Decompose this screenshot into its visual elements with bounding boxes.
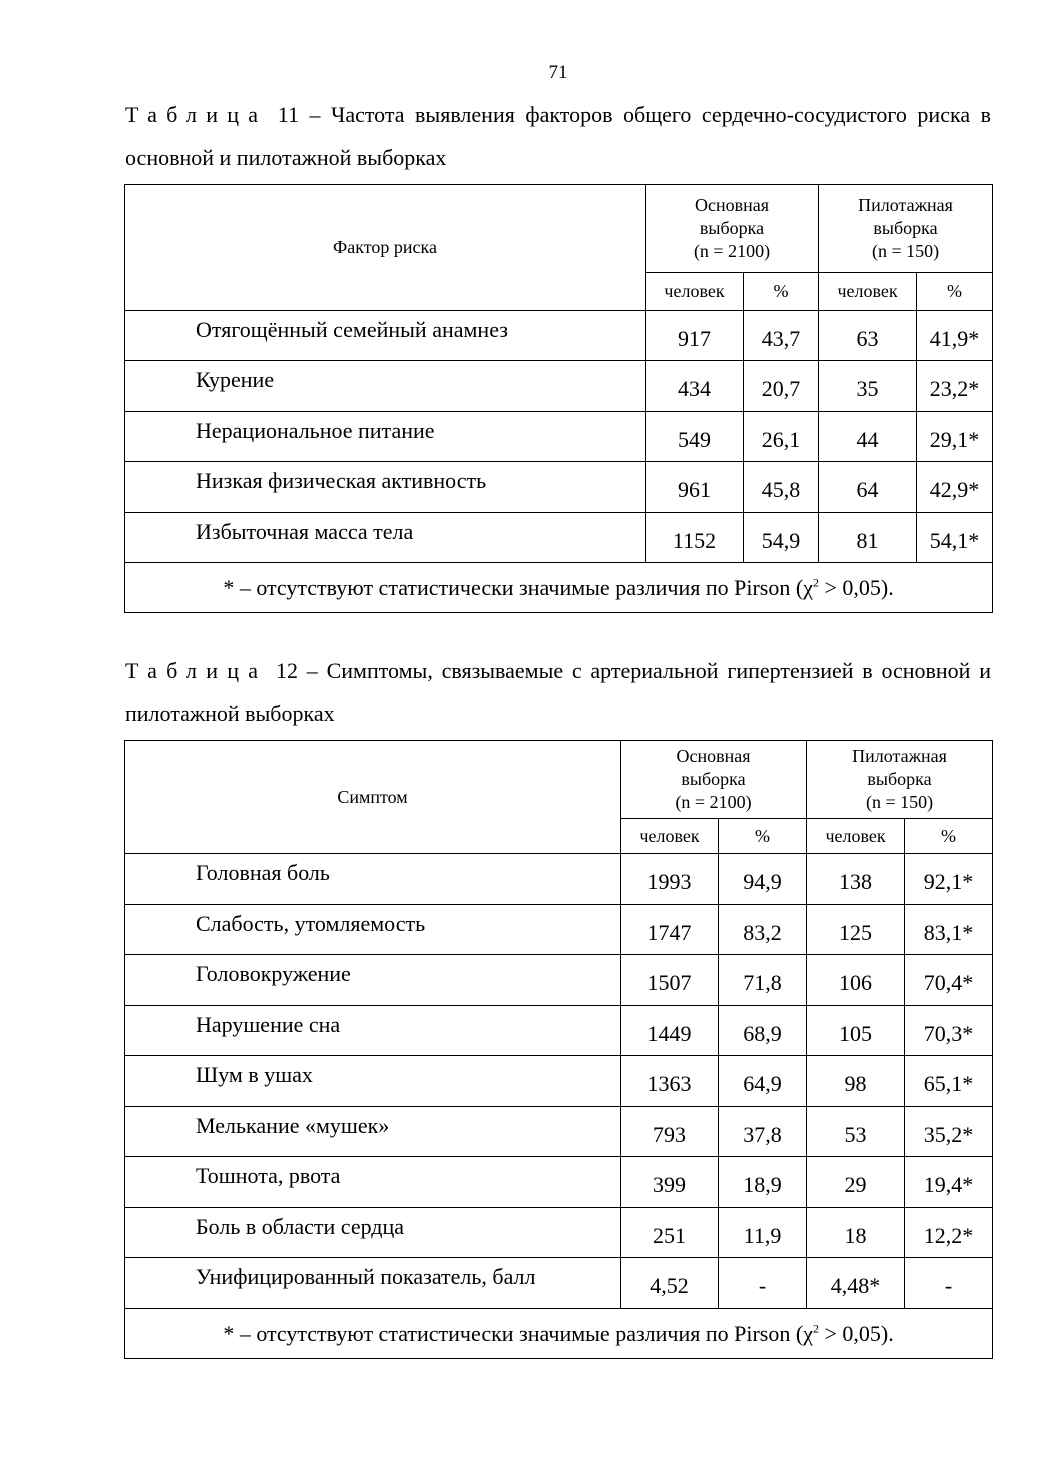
cell-pilot-count: 29 (807, 1157, 905, 1208)
cell-pilot-count: 18 (807, 1208, 905, 1258)
table-row (125, 462, 993, 513)
row-name: Слабость, утомляемость (125, 905, 621, 955)
table-11 (124, 184, 993, 613)
table-12-footnote (125, 1309, 993, 1359)
footnote-text: * – отсутствуют статистически значимые различия по Pirson (χ (223, 1320, 813, 1346)
row-name: Шум в ушах (125, 1056, 621, 1107)
header-pilot-sample-line2: выборка (867, 769, 932, 789)
header-people: человек (621, 819, 719, 854)
header-main-sample-line3: (n = 2100) (675, 792, 752, 812)
row-name: Мелькание «мушек» (125, 1107, 621, 1157)
table-12-caption-lead: Таблица (125, 658, 268, 683)
cell-pilot-percent: 23,2* (917, 361, 993, 412)
table-row (125, 1006, 993, 1056)
cell-pilot-count: 125 (807, 905, 905, 955)
table-row (125, 1208, 993, 1258)
cell-pilot-count: 63 (819, 311, 917, 361)
header-main-sample-line2: выборка (681, 769, 746, 789)
cell-main-count: 4,52 (621, 1258, 719, 1309)
cell-main-count: 1152 (646, 513, 744, 563)
table-11-caption-text: 11 – Частота выявления факторов общего сердечно-сосудистого риска в основной и пилотажной выборках (125, 102, 991, 170)
cell-main-count: 549 (646, 412, 744, 462)
footnote-tail: > 0,05). (818, 574, 894, 600)
cell-main-percent: 11,9 (719, 1208, 807, 1258)
table-row (125, 1056, 993, 1107)
row-name: Низкая физическая активность (125, 462, 646, 513)
header-percent: % (917, 273, 993, 311)
row-name: Унифицированный показатель, балл (125, 1258, 621, 1309)
cell-pilot-percent: 54,1* (917, 513, 993, 563)
table-row (125, 1107, 993, 1157)
cell-main-count: 1507 (621, 955, 719, 1006)
header-percent: % (744, 273, 819, 311)
header-percent: % (905, 819, 993, 854)
footnote-tail: > 0,05). (818, 1320, 894, 1346)
cell-main-count: 793 (621, 1107, 719, 1157)
header-main-sample-line1: Основная (694, 195, 770, 215)
table-row (125, 1157, 993, 1208)
cell-pilot-percent: 12,2* (905, 1208, 993, 1258)
header-factor: Фактор риска (125, 185, 646, 311)
cell-main-percent: 45,8 (744, 462, 819, 513)
header-pilot-sample-line3: (n = 150) (871, 241, 940, 261)
cell-pilot-count: 35 (819, 361, 917, 412)
cell-pilot-percent: 70,4* (905, 955, 993, 1006)
cell-main-percent: 94,9 (719, 854, 807, 905)
cell-main-count: 917 (646, 311, 744, 361)
header-people: человек (807, 819, 905, 854)
cell-pilot-percent: 42,9* (917, 462, 993, 513)
cell-pilot-count: 105 (807, 1006, 905, 1056)
row-name: Отягощённый семейный анамнез (125, 311, 646, 361)
cell-main-percent: 37,8 (719, 1107, 807, 1157)
cell-pilot-percent: - (905, 1258, 993, 1309)
cell-main-count: 434 (646, 361, 744, 412)
table-row (125, 412, 993, 462)
cell-main-percent: 68,9 (719, 1006, 807, 1056)
cell-main-percent: 26,1 (744, 412, 819, 462)
cell-pilot-percent: 70,3* (905, 1006, 993, 1056)
table-12 (124, 740, 993, 1359)
row-name: Боль в области сердца (125, 1208, 621, 1258)
cell-main-percent: 20,7 (744, 361, 819, 412)
table-row (125, 513, 993, 563)
header-people: человек (646, 273, 744, 311)
cell-main-count: 399 (621, 1157, 719, 1208)
cell-main-count: 1993 (621, 854, 719, 905)
table-row (125, 905, 993, 955)
header-main-sample-line2: выборка (699, 218, 765, 238)
row-name: Курение (125, 361, 646, 412)
footnote-superscript: 2 (812, 575, 819, 590)
table-row (125, 955, 993, 1006)
table-row (125, 361, 993, 412)
cell-pilot-count: 98 (807, 1056, 905, 1107)
cell-main-count: 1747 (621, 905, 719, 955)
cell-pilot-percent: 65,1* (905, 1056, 993, 1107)
cell-pilot-percent: 19,4* (905, 1157, 993, 1208)
cell-main-count: 251 (621, 1208, 719, 1258)
cell-main-percent: 54,9 (744, 513, 819, 563)
row-name: Головокружение (125, 955, 621, 1006)
cell-pilot-percent: 35,2* (905, 1107, 993, 1157)
table-row (125, 311, 993, 361)
table-row (125, 854, 993, 905)
footnote-superscript: 2 (812, 1321, 819, 1336)
table-row (125, 1258, 993, 1309)
row-name: Головная боль (125, 854, 621, 905)
header-pilot-sample-line3: (n = 150) (865, 792, 934, 812)
header-symptom: Симптом (125, 741, 621, 854)
footnote-text: * – отсутствуют статистически значимые различия по Pirson (χ (223, 574, 813, 600)
header-pilot-sample (819, 185, 993, 273)
header-pilot-sample-line1: Пилотажная (852, 746, 947, 766)
header-main-sample (646, 185, 819, 273)
table-11-caption-lead: Таблица (125, 102, 268, 127)
header-percent: % (719, 819, 807, 854)
cell-main-percent: 43,7 (744, 311, 819, 361)
table-12-caption (125, 649, 991, 735)
cell-pilot-count: 81 (819, 513, 917, 563)
cell-pilot-count: 106 (807, 955, 905, 1006)
row-name: Тошнота, рвота (125, 1157, 621, 1208)
header-pilot-sample-line1: Пилотажная (858, 195, 953, 215)
cell-main-count: 1449 (621, 1006, 719, 1056)
header-main-sample-line3: (n = 2100) (693, 241, 771, 261)
table-12-caption-text: 12 – Симптомы, связываемые с артериальной гипертензией в основной и пилотажной выборках (125, 658, 991, 726)
cell-pilot-percent: 41,9* (917, 311, 993, 361)
page-number: 71 (548, 62, 568, 83)
cell-pilot-percent: 29,1* (917, 412, 993, 462)
header-pilot-sample (807, 741, 993, 819)
table-11-footnote (125, 563, 993, 613)
header-main-sample (621, 741, 807, 819)
cell-pilot-count: 4,48* (807, 1258, 905, 1309)
header-people: человек (819, 273, 917, 311)
row-name: Нерациональное питание (125, 412, 646, 462)
header-pilot-sample-line2: выборка (873, 218, 938, 238)
cell-main-count: 961 (646, 462, 744, 513)
cell-pilot-count: 53 (807, 1107, 905, 1157)
cell-pilot-count: 64 (819, 462, 917, 513)
header-main-sample-line1: Основная (676, 746, 751, 766)
row-name: Избыточная масса тела (125, 513, 646, 563)
cell-main-percent: 83,2 (719, 905, 807, 955)
cell-pilot-percent: 83,1* (905, 905, 993, 955)
cell-main-percent: 18,9 (719, 1157, 807, 1208)
cell-pilot-percent: 92,1* (905, 854, 993, 905)
cell-pilot-count: 138 (807, 854, 905, 905)
cell-main-percent: 71,8 (719, 955, 807, 1006)
row-name: Нарушение сна (125, 1006, 621, 1056)
cell-main-percent: 64,9 (719, 1056, 807, 1107)
table-11-caption (125, 93, 991, 179)
cell-main-percent: - (719, 1258, 807, 1309)
cell-pilot-count: 44 (819, 412, 917, 462)
cell-main-count: 1363 (621, 1056, 719, 1107)
